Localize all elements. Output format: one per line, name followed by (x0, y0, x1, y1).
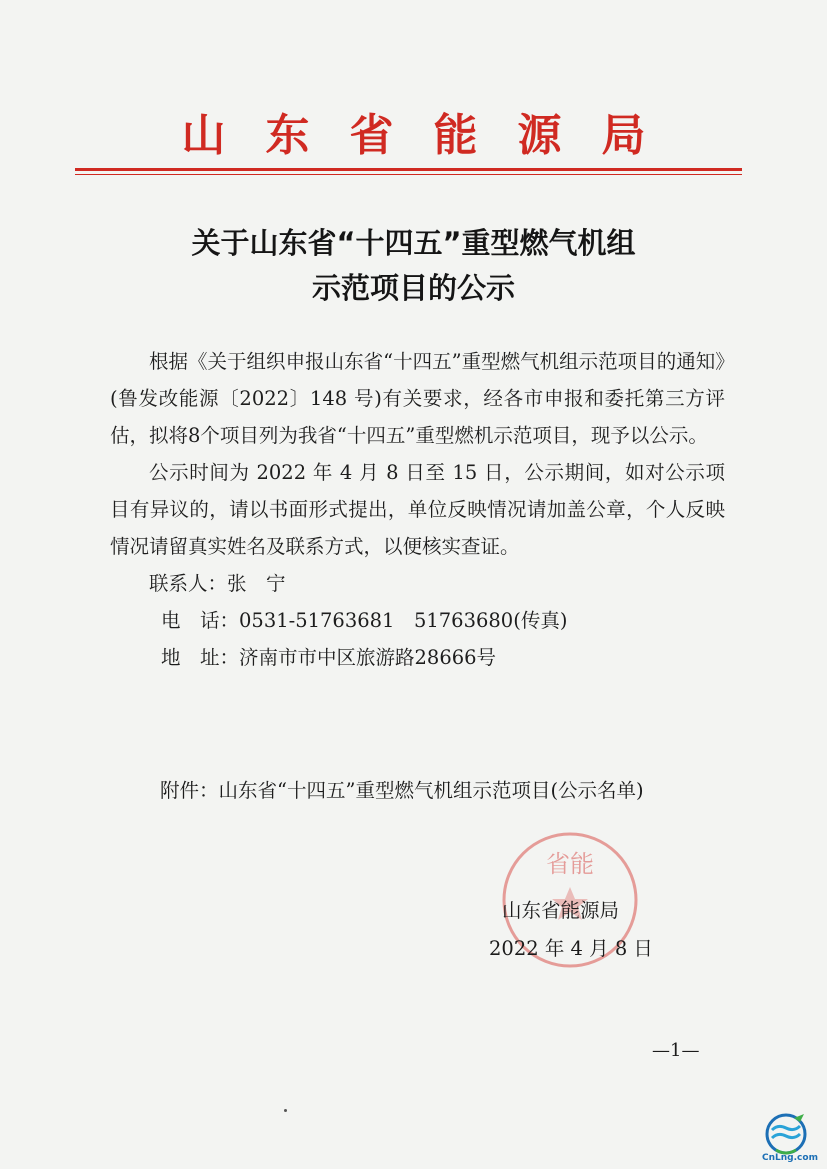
document-title-line-1: 关于山东省“十四五”重型燃气机组 (191, 226, 636, 260)
scan-speck (284, 1109, 287, 1112)
contact-phone: 电 话：0531-51763681 51763680(传真) (161, 609, 568, 632)
body-paragraph-2: 公示时间为 2022 年 4 月 8 日至 15 日，公示期间，如对公示项目有异议的，请以书面形式提出，单位反映情况请加盖公章，个人反映情况请留真实姓名及联系方式，以便核实查证。 (110, 461, 725, 558)
attachment-note: 附件：山东省“十四五”重型燃气机组示范项目(公示名单) (160, 779, 644, 802)
contact-person: 联系人：张 宁 (149, 572, 286, 595)
watermark-text: CnLng.com (762, 1153, 818, 1163)
document-title (0, 221, 827, 311)
letterhead-rule-thin (75, 174, 742, 175)
letterhead-title: 山东省能源局 (181, 110, 686, 161)
seal-text: 省能 (546, 850, 594, 878)
signature-date: 2022 年 4 月 8 日 (489, 937, 653, 960)
document-title-line-2: 示范项目的公示 (311, 271, 515, 305)
document-body (110, 343, 725, 676)
body-paragraph-1: 根据《关于组织申报山东省“十四五”重型燃气机组示范项目的通知》(鲁发改能源〔2022〕148 号)有关要求，经各市申报和委托第三方评估，拟将8个项目列为我省“十四五”重型燃机示范项目，现予以公示。 (110, 350, 725, 447)
signature-org: 山东省能源局 (502, 899, 620, 922)
contact-address: 地 址：济南市市中区旅游路28666号 (161, 646, 497, 669)
page-number: —1— (652, 1040, 700, 1061)
letterhead-rule-thick (75, 168, 742, 171)
